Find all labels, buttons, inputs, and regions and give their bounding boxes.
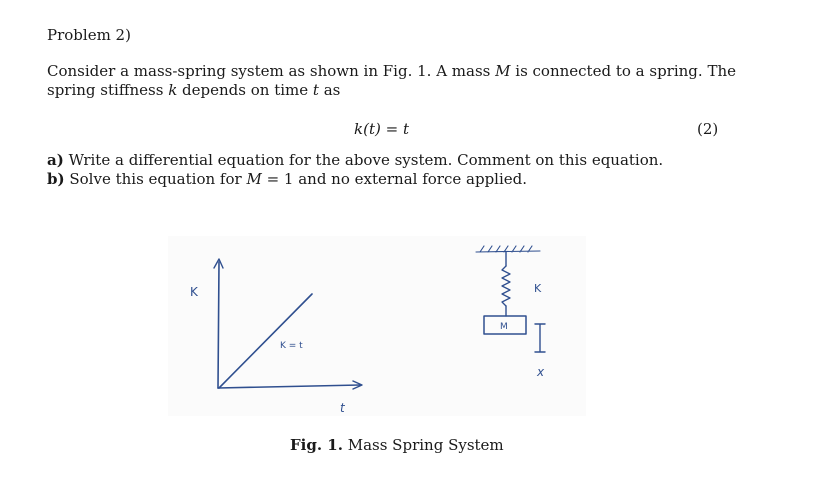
part-a-text: Write a differential equation for the above system. Comment on this equation.: [63, 151, 664, 169]
graph-line-label: K = t: [280, 341, 303, 351]
intro-text-2: is connected to a spring. The spring stiffness: [47, 62, 736, 99]
mass-symbol: M: [495, 62, 511, 80]
figure-caption-text: Mass Spring System: [342, 436, 504, 454]
graph-x-axis: [218, 385, 360, 388]
equation-number: (2): [697, 120, 719, 138]
part-b-text: Solve this equation for: [64, 170, 247, 188]
problem-heading: Problem 2): [47, 26, 131, 44]
equation-lhs: k(t): [354, 120, 381, 138]
figure-1-sketch: [168, 236, 586, 416]
figure-caption-tag: Fig. 1.: [290, 436, 343, 454]
graph-y-axis-label: K: [190, 285, 198, 299]
equation-body: [354, 120, 409, 138]
displacement-label: x: [537, 365, 545, 379]
intro-text-3: depends on time: [177, 81, 313, 99]
part-b-variable: M: [246, 170, 262, 188]
spring-coil: [502, 266, 510, 306]
question-part-b: [47, 170, 527, 188]
ceiling-hatching: [476, 246, 540, 252]
stiffness-symbol: k: [168, 81, 178, 99]
displacement-arrow: [535, 324, 545, 352]
part-b-condition: = 1 and no external force applied.: [261, 170, 528, 188]
intro-text-4: as: [318, 81, 341, 99]
spring-label: K: [534, 282, 542, 295]
intro-text-1: Consider a mass-spring system as shown in Fig. 1. A mass: [47, 62, 496, 80]
graph-x-axis-label: t: [340, 401, 345, 415]
graph-y-axis: [218, 262, 219, 388]
figure-caption: [290, 436, 504, 454]
equation-operator: =: [380, 120, 403, 138]
time-symbol: t: [312, 81, 319, 99]
problem-statement: [47, 62, 787, 100]
question-part-a: [47, 151, 663, 169]
part-a-label: a): [47, 151, 64, 169]
mass-label: M: [500, 322, 508, 332]
equation-rhs: t: [402, 120, 409, 138]
part-b-label: b): [47, 170, 65, 188]
